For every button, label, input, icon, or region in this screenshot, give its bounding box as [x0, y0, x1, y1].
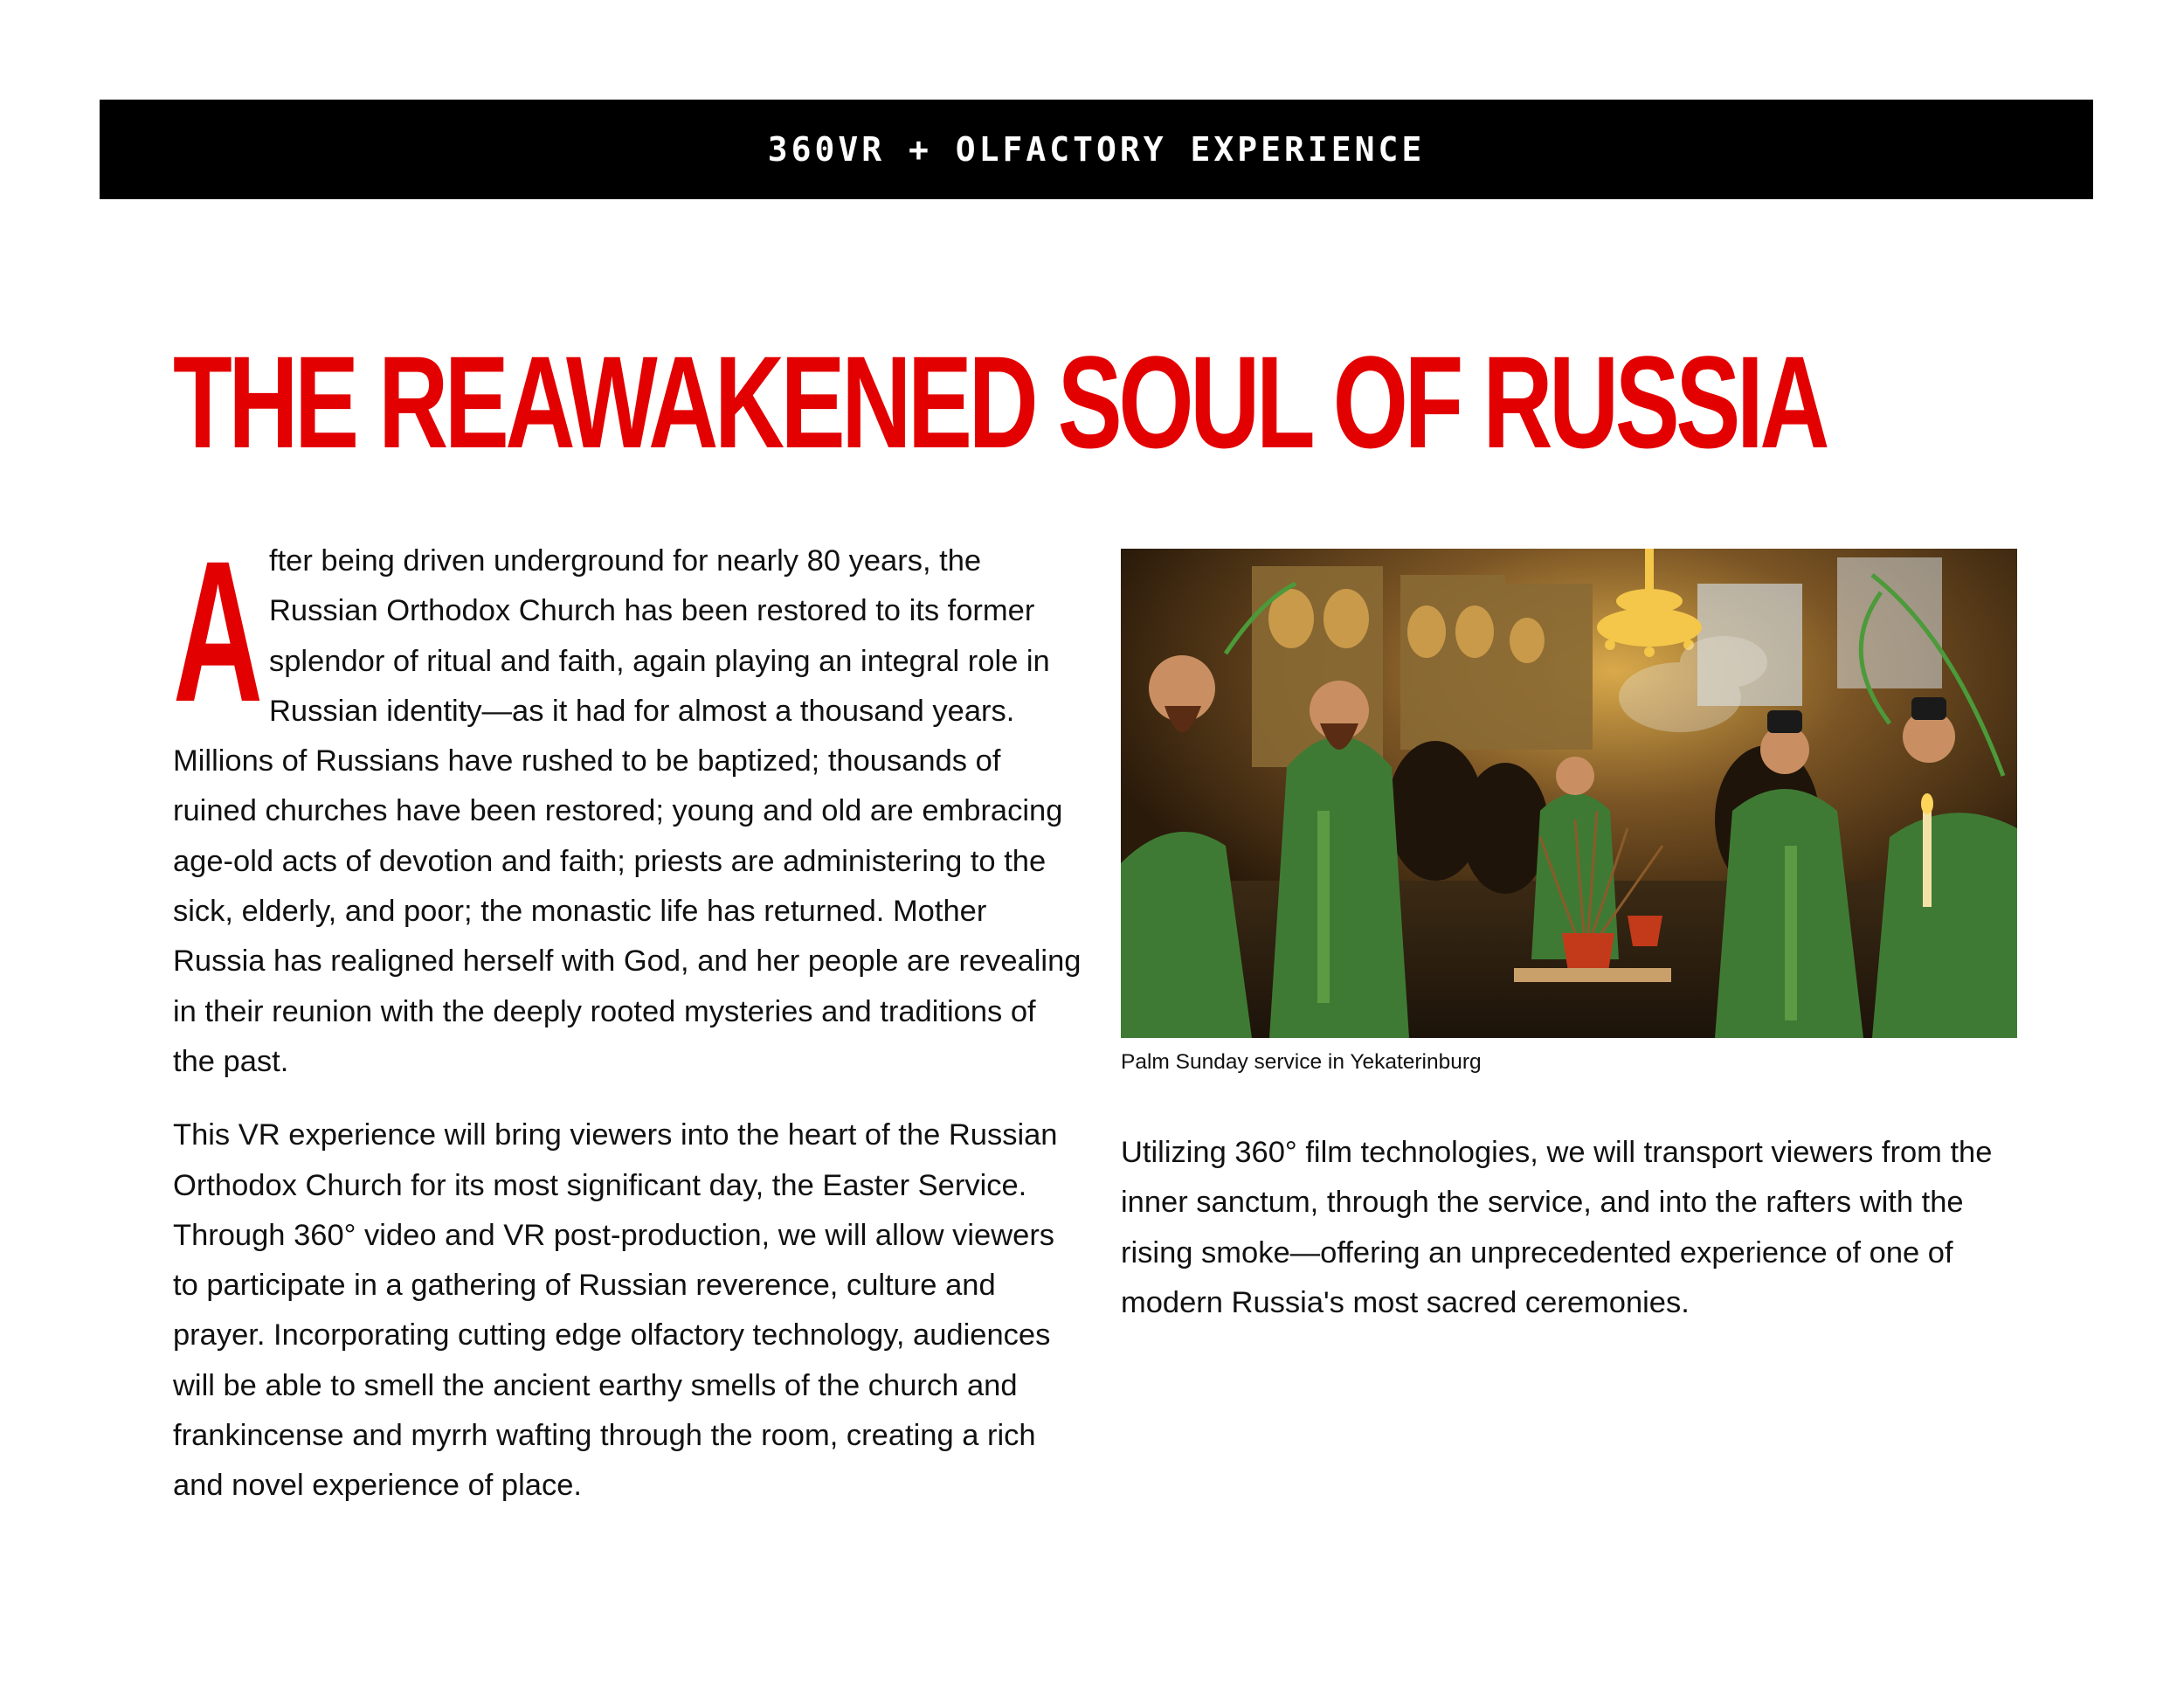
church-service-illustration [1121, 549, 2017, 1038]
intro-paragraph [173, 519, 1082, 1087]
technology-paragraph: Utilizing 360° film technologies, we will transport viewers from the inner sanctum, through the service, and into the rafters with the rising smoke—offering an unprecedented experience of one of modern Russia's most sacred ceremonies. [1121, 1136, 1993, 1319]
vr-experience-paragraph: This VR experience will bring viewers into the heart of the Russian Orthodox Church for its most significant day, the Easter Service. Through 360° video and VR post-production, we will allow viewers to participate in a gathering of Russian reverence, culture and prayer. Incorporating cutting edge olfactory technology, audiences will be able to smell the ancient earthy smells of the church and frankincense and myrrh wafting through the room, creating a rich and novel experience of place. [173, 1118, 1058, 1503]
church-service-photo [1121, 549, 2017, 1038]
intro-paragraph-text: fter being driven underground for nearly 80 years, the Russian Orthodox Church has been restored to its former splendor of ritual and faith, again playing an integral role in Russian identity—as it had for almost a thousand years. Millions of Russians have rushed to be baptized; thousands of ruined churches have been restored; young and old are embracing age-old acts of devotion and faith; priests are administering to the sick, elderly, and poor; the monastic life has returned. Mother Russia has realigned herself with God, and her people are revealing in their reunion with the deeply rooted mysteries and traditions of the past. [173, 544, 1082, 1078]
top-banner [100, 100, 2093, 199]
page-title: THE REAWAKENED SOUL OF RUSSIA [173, 329, 1827, 475]
banner-title: 360VR + OLFACTORY EXPERIENCE [767, 130, 1426, 169]
drop-cap: A [173, 519, 263, 744]
left-column [173, 519, 1082, 1512]
right-column [1121, 549, 2018, 1328]
photo-caption: Palm Sunday service in Yekaterinburg [1121, 1050, 1482, 1074]
